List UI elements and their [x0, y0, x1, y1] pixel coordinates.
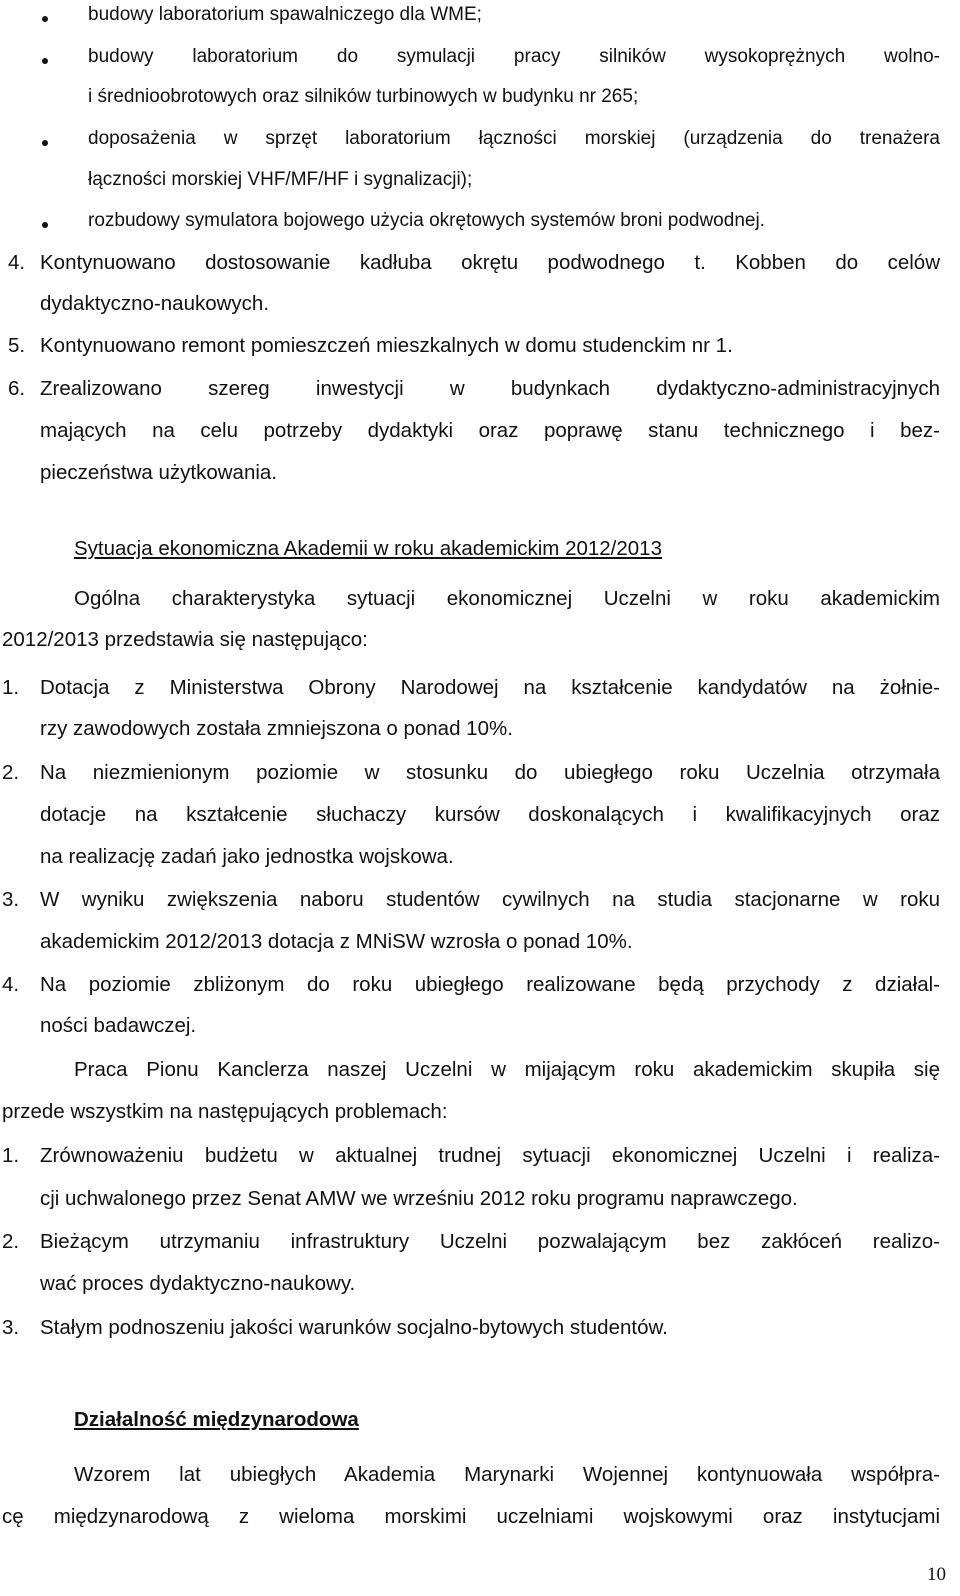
list-item-line: cji uchwalonego przez Senat AMW we wrześniu 2012 roku programu naprawczego. — [40, 1187, 798, 1210]
list-item-line: ności badawczej. — [40, 1014, 197, 1037]
bullet-line: doposażenia w sprzęt laboratorium łączności morskiej (urządzenia do trenażera — [88, 128, 940, 149]
bullet-line: rozbudowy symulatora bojowego użycia okrętowych systemów broni podwodnej. — [88, 210, 765, 231]
list-item-line: Na poziomie zbliżonym do roku ubiegłego realizowane będą przychody z działal- — [40, 973, 940, 996]
list-item-line: rzy zawodowych została zmniejszona o ponad 10%. — [40, 717, 513, 740]
paragraph-line: przede wszystkim na następujących problemach: — [2, 1100, 448, 1123]
bullet-line: budowy laboratorium do symulacji pracy silników wysokoprężnych wolno- — [88, 46, 940, 67]
list-number: 3. — [2, 888, 20, 911]
list-number: 1. — [2, 676, 20, 699]
list-number: 1. — [2, 1144, 20, 1167]
list-item-line: Bieżącym utrzymaniu infrastruktury Uczelni pozwalającym bez zakłóceń realizo- — [40, 1230, 940, 1253]
bullet-line: i średnioobrotowych oraz silników turbinowych w budynku nr 265; — [88, 86, 639, 107]
list-item-line: Dotacja z Ministerstwa Obrony Narodowej na kształcenie kandydatów na żołnie- — [40, 676, 940, 699]
list-item-line: akademickim 2012/2013 dotacja z MNiSW wzrosła o ponad 10%. — [40, 930, 633, 953]
list-item-line: Kontynuowano remont pomieszczeń mieszkalnych w domu studenckim nr 1. — [40, 334, 733, 357]
list-number: 2. — [2, 1230, 20, 1253]
list-number: 4. — [8, 251, 26, 274]
list-item-line: pieczeństwa użytkowania. — [40, 461, 278, 484]
bullet-icon — [42, 58, 48, 64]
bullet-line: budowy laboratorium spawalniczego dla WME; — [88, 4, 482, 25]
section-heading-international: Działalność międzynarodowa — [74, 1408, 359, 1431]
list-item-line: Zrealizowano szereg inwestycji w budynkach dydaktyczno-administracyjnych — [40, 377, 940, 400]
list-item-line: Na niezmienionym poziomie w stosunku do ubiegłego roku Uczelnia otrzymała — [40, 761, 940, 784]
list-item-line: wać proces dydaktyczno-naukowy. — [40, 1272, 356, 1295]
paragraph-line: cę międzynarodową z wieloma morskimi uczelniami wojskowymi oraz instytucjami — [2, 1505, 940, 1528]
page-number: 10 — [927, 1564, 946, 1585]
list-item-line: Kontynuowano dostosowanie kadłuba okrętu podwodnego t. Kobben do celów — [40, 251, 940, 274]
list-number: 4. — [2, 973, 20, 996]
list-item-line: dotacje na kształcenie słuchaczy kursów doskonalących i kwalifikacyjnych oraz — [40, 803, 940, 826]
list-number: 5. — [8, 334, 26, 357]
paragraph-line: Praca Pionu Kanclerza naszej Uczelni w mijającym roku akademickim skupiła się — [74, 1058, 940, 1081]
paragraph-line: 2012/2013 przedstawia się następująco: — [2, 628, 368, 651]
list-number: 6. — [8, 377, 26, 400]
list-item-line: dydaktyczno-naukowych. — [40, 292, 270, 315]
list-number: 3. — [2, 1316, 20, 1339]
bullet-line: łączności morskiej VHF/MF/HF i sygnalizacji); — [88, 169, 473, 190]
list-item-line: W wyniku zwiększenia naboru studentów cywilnych na studia stacjonarne w roku — [40, 888, 940, 911]
list-item-line: mających na celu potrzeby dydaktyki oraz poprawę stanu technicznego i bez- — [40, 419, 940, 442]
paragraph-line: Wzorem lat ubiegłych Akademia Marynarki Wojennej kontynuowała współpra- — [74, 1463, 940, 1486]
list-item-line: na realizację zadań jako jednostka wojskowa. — [40, 845, 454, 868]
list-number: 2. — [2, 761, 20, 784]
bullet-icon — [42, 140, 48, 146]
paragraph-line: Ogólna charakterystyka sytuacji ekonomicznej Uczelni w roku akademickim — [74, 587, 940, 610]
list-item-line: Zrównoważeniu budżetu w aktualnej trudnej sytuacji ekonomicznej Uczelni i realiza- — [40, 1144, 940, 1167]
section-heading-economy: Sytuacja ekonomiczna Akademii w roku akademickim 2012/2013 — [74, 537, 662, 560]
bullet-icon — [42, 222, 48, 228]
bullet-icon — [42, 16, 48, 22]
list-item-line: Stałym podnoszeniu jakości warunków socjalno-bytowych studentów. — [40, 1316, 668, 1339]
